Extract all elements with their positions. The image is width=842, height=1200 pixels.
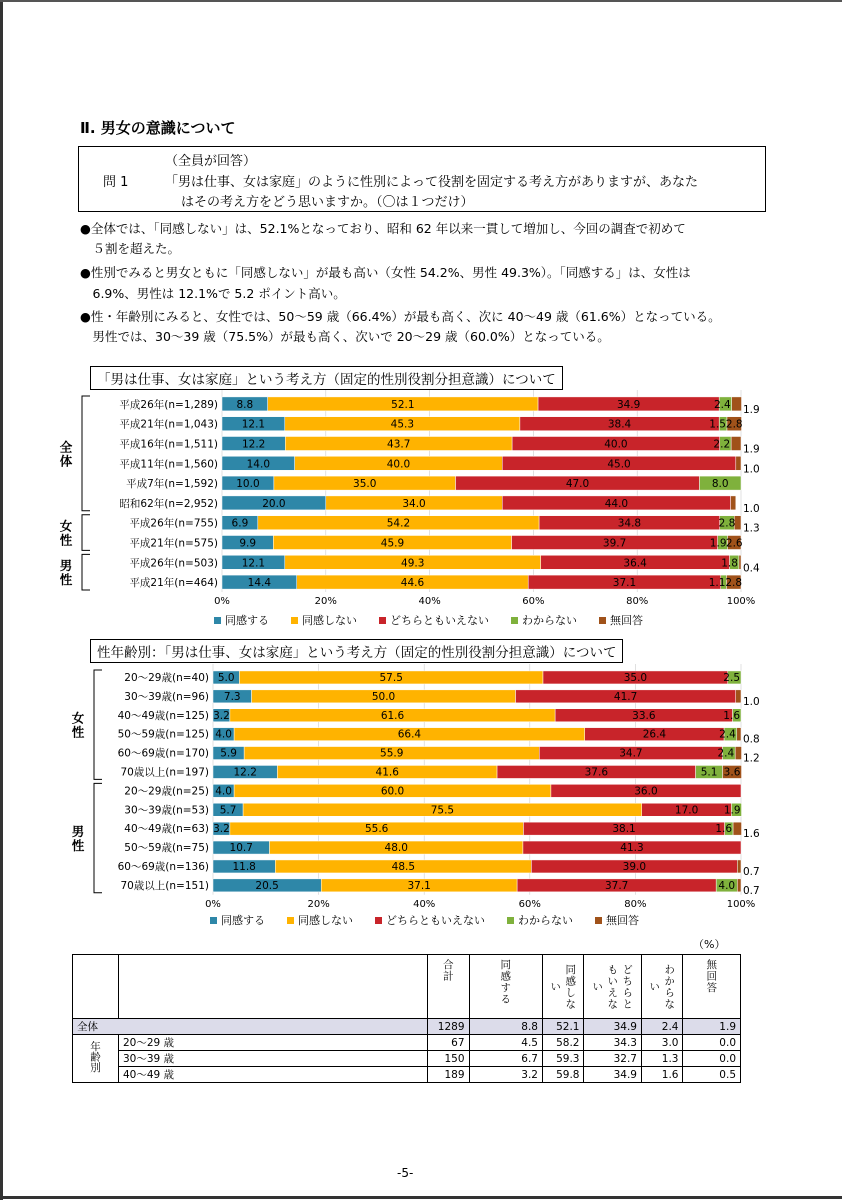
bar-value-label: 1.8 (721, 557, 738, 570)
bar-value-label: 43.7 (387, 438, 411, 451)
table-header-cell (641, 955, 683, 1019)
category-label: 70歳以上(n=151) (120, 879, 209, 892)
legend-label: 同感しない (302, 614, 357, 627)
bar-value-label: 1.1 (708, 577, 726, 590)
bar-value-label: 4.0 (718, 879, 736, 892)
legend-swatch (595, 917, 602, 924)
bar-segment-noanswer (739, 555, 741, 569)
bar-value-label: 50.0 (371, 690, 396, 703)
bar-value-label: 1.5 (709, 418, 726, 431)
bar-value-label: 41.7 (613, 690, 638, 703)
bullet-line: ●性別でみると男女ともに「同感しない」が最も高い（女性 54.2%、男性 49.3%）。「同感する」は、女性は (80, 265, 691, 280)
question-text-line2: はその考え方をどう思いますか。（〇は１つだけ） (181, 195, 474, 210)
category-label: 20〜29歳(n=25) (124, 785, 209, 798)
table-cell: 4.5 (469, 1035, 542, 1051)
legend-item-agree (210, 912, 265, 928)
category-label: 40〜49歳(n=63) (124, 823, 209, 836)
bar-value-label: 1.9 (709, 537, 727, 550)
bar-value-label: 17.0 (674, 804, 699, 817)
question-number: 問 1 (103, 175, 129, 190)
bar-value-label: 37.6 (584, 766, 609, 779)
bar-value-label: 33.6 (632, 709, 656, 722)
table-header-text: 無回答 (705, 959, 718, 994)
category-label: 30〜39歳(n=96) (124, 690, 209, 703)
table-group-label (73, 1035, 119, 1083)
bar-segment-noanswer (731, 496, 736, 510)
legend-label: 無回答 (606, 914, 639, 927)
bar-value-label: 3.2 (213, 823, 230, 836)
table-cell: 8.8 (469, 1019, 542, 1035)
bar-value-label: 0.8 (743, 733, 760, 746)
legend-item-neither (375, 912, 485, 928)
legend-swatch (379, 617, 386, 624)
table-cell: 3.2 (469, 1067, 542, 1083)
group-label: 性 (71, 838, 85, 854)
category-label: 平成21年(n=464) (129, 577, 218, 590)
bar-value-label: 10.0 (236, 478, 260, 491)
table-row-total (73, 1019, 741, 1035)
bar-value-label: 8.8 (236, 398, 254, 411)
group-label: 男 (71, 824, 85, 840)
group-label: 全 (59, 439, 73, 455)
bar-value-label: 41.6 (375, 766, 399, 779)
bar-value-label: 2.4 (719, 728, 736, 741)
bullet-line: 6.9%、男性は 12.1%で 5.2 ポイント高い。 (80, 286, 346, 301)
bar-value-label: 0.7 (743, 884, 760, 897)
table-corner (73, 955, 119, 1019)
group-label: 性 (71, 724, 85, 740)
bar-value-label: 47.0 (565, 478, 590, 491)
bar-value-label: 38.1 (612, 823, 636, 836)
bar-value-label: 14.0 (246, 458, 271, 471)
bar-value-label: 37.1 (407, 879, 431, 892)
bar-value-label: 1.6 (715, 823, 733, 836)
page-border-top (0, 0, 842, 2)
bar-value-label: 2.8 (725, 577, 743, 590)
table-row-label: 40〜49 歳 (119, 1067, 428, 1083)
bar-value-label: 2.4 (713, 398, 731, 411)
category-label: 昭和62年(n=2,952) (119, 497, 218, 510)
chart2-legend (210, 912, 661, 928)
bar-value-label: 34.0 (402, 497, 426, 510)
legend-item-disagree (287, 912, 353, 928)
bar-value-label: 36.0 (634, 785, 658, 798)
bar-value-label: 1.3 (743, 522, 760, 535)
bar-value-label: 5.0 (217, 671, 235, 684)
group-label: 体 (59, 453, 73, 469)
bar-segment-noanswer (736, 456, 741, 470)
bar-value-label: 1.6 (743, 828, 760, 841)
bar-value-label: 44.0 (604, 497, 629, 510)
bar-value-label: 45.0 (607, 458, 631, 471)
bar-value-label: 37.7 (604, 879, 629, 892)
table-cell: 2.4 (641, 1019, 683, 1035)
legend-swatch (287, 917, 294, 924)
legend-label: 同感しない (298, 914, 353, 927)
x-tick-label: 100% (726, 596, 756, 607)
legend-label: 同感する (221, 914, 265, 927)
table-row-label: 20〜29 歳 (119, 1035, 428, 1051)
bar-value-label: 41.3 (620, 842, 644, 855)
bar-value-label: 7.3 (223, 690, 241, 703)
table-cell: 32.7 (584, 1051, 641, 1067)
bar-value-label: 12.1 (241, 418, 266, 431)
table-cell: 58.2 (542, 1035, 584, 1051)
bar-segment-noanswer (737, 879, 741, 892)
table-cell: 189 (428, 1067, 470, 1083)
bar-value-label: 36.4 (623, 557, 647, 570)
bar-value-label: 60.0 (380, 785, 405, 798)
group-bracket (94, 670, 102, 779)
bar-value-label: 35.0 (353, 478, 377, 491)
table-cell: 1.3 (641, 1051, 683, 1067)
table-unit: （%） (693, 938, 726, 951)
category-label: 60〜69歳(n=170) (117, 747, 209, 760)
table-cell: 6.7 (469, 1051, 542, 1067)
bar-value-label: 40.0 (604, 438, 628, 451)
x-tick-label: 20% (307, 898, 330, 910)
legend-label: 無回答 (610, 614, 643, 627)
bar-value-label: 1.9 (743, 443, 760, 456)
table-header-text: わからない (648, 964, 676, 1010)
bar-value-label: 75.5 (430, 804, 455, 817)
table-header-cell (683, 955, 741, 1019)
legend-item-noanswer (595, 912, 639, 928)
group-bracket (82, 396, 90, 511)
legend-swatch (511, 617, 518, 624)
group-label: 性 (59, 572, 73, 588)
bar-value-label: 34.7 (619, 747, 643, 760)
bar-value-label: 66.4 (397, 728, 422, 741)
table-header-text: 同感しない (549, 964, 577, 1010)
bar-value-label: 6.9 (231, 517, 249, 530)
bar-value-label: 34.8 (617, 517, 642, 530)
page-number: -5- (397, 1166, 414, 1180)
group-label: 性 (59, 532, 73, 548)
table-cell: 0.0 (683, 1051, 741, 1067)
bar-segment-noanswer (737, 860, 741, 873)
x-tick-label: 100% (726, 898, 756, 910)
legend-swatch (214, 617, 221, 624)
bar-value-label: 12.2 (241, 438, 266, 451)
bar-value-label: 1.0 (743, 502, 760, 515)
bar-value-label: 9.9 (239, 537, 257, 550)
bar-value-label: 5.7 (219, 804, 237, 817)
bar-segment-noanswer (731, 437, 741, 451)
bullet-line: ●全体では、「同感しない」は、52.1%となっており、昭和 62 年以来一貫して増加し、今回の調査で初めて (80, 221, 686, 236)
table-cell: 34.9 (584, 1067, 641, 1083)
chart2-title: 性年齢別：「男は仕事、女は家庭」という考え方（固定的性別役割分担意識）について (90, 639, 623, 663)
x-tick-label: 20% (314, 596, 337, 607)
group-label: 男 (59, 558, 73, 574)
category-label: 平成26年(n=1,289) (119, 398, 218, 411)
bar-segment-noanswer (733, 822, 741, 835)
bar-segment-noanswer (737, 728, 741, 741)
table-header-text: 合計 (441, 959, 454, 982)
bar-value-label: 20.0 (262, 497, 286, 510)
bar-value-label: 2.2 (713, 438, 731, 451)
bar-value-label: 55.6 (364, 823, 389, 836)
table-cell: 0.5 (683, 1067, 741, 1083)
question-text-line1: 「男は仕事、女は家庭」のように性別によって役割を固定する考え方がありますが、あなた (165, 175, 699, 190)
bar-value-label: 48.0 (384, 842, 408, 855)
table-cell: 67 (428, 1035, 470, 1051)
bar-value-label: 35.0 (623, 671, 648, 684)
bullet-line: ５割を超えた。 (80, 241, 181, 256)
bar-value-label: 52.1 (391, 398, 415, 411)
table-row (73, 1067, 741, 1083)
bar-value-label: 5.1 (700, 766, 718, 779)
category-label: 50〜59歳(n=75) (124, 842, 209, 855)
table-cell: 0.0 (683, 1035, 741, 1051)
chart1-legend (214, 612, 665, 628)
table-total-label: 全体 (73, 1019, 428, 1035)
page-border-bottom (0, 1196, 842, 1199)
bar-value-label: 4.0 (215, 785, 232, 798)
bar-segment-noanswer (736, 690, 741, 703)
table-cell: 34.9 (584, 1019, 641, 1035)
question-box (78, 146, 766, 212)
bar-segment-noanswer (735, 747, 741, 760)
category-label: 平成16年(n=1,511) (119, 438, 218, 451)
category-label: 30〜39歳(n=53) (124, 804, 209, 817)
data-table (72, 954, 741, 1083)
table-header-text: どちらともいえない (591, 964, 634, 1010)
legend-label: どちらともいえない (386, 914, 485, 927)
bar-value-label: 14.4 (247, 577, 272, 590)
category-label: 70歳以上(n=197) (120, 766, 209, 779)
legend-item-noanswer (599, 612, 643, 628)
bar-value-label: 38.4 (607, 418, 632, 431)
x-tick-label: 60% (522, 596, 545, 607)
table-cell: 1.6 (641, 1067, 683, 1083)
legend-item-disagree (291, 612, 357, 628)
bar-value-label: 1.0 (743, 463, 760, 476)
bar-value-label: 2.5 (723, 671, 740, 684)
bar-value-label: 1.9 (723, 804, 741, 817)
table-header-cell (428, 955, 470, 1019)
bar-value-label: 54.2 (386, 517, 411, 530)
chart1-stacked-bar (0, 390, 842, 612)
bar-value-label: 49.3 (401, 557, 425, 570)
legend-swatch (375, 917, 382, 924)
table-row (73, 1051, 741, 1067)
bar-value-label: 2.8 (725, 418, 743, 431)
category-label: 平成21年(n=575) (129, 537, 218, 550)
bar-value-label: 2.8 (718, 517, 736, 530)
bar-value-label: 12.1 (241, 557, 266, 570)
bar-value-label: 39.0 (622, 860, 647, 873)
legend-item-agree (214, 612, 269, 628)
category-label: 平成26年(n=755) (129, 517, 218, 530)
bar-value-label: 61.6 (380, 709, 405, 722)
legend-label: わからない (522, 614, 577, 627)
bar-value-label: 34.9 (616, 398, 641, 411)
table-header-text: 同感する (499, 959, 512, 1005)
table-cell: 59.8 (542, 1067, 584, 1083)
x-tick-label: 60% (518, 898, 541, 910)
table-cell: 1.9 (683, 1019, 741, 1035)
table-cell: 3.0 (641, 1035, 683, 1051)
bar-value-label: 45.9 (380, 537, 405, 550)
category-label: 60〜69歳(n=136) (117, 860, 209, 873)
bar-value-label: 4.0 (215, 728, 232, 741)
bar-value-label: 1.9 (743, 403, 760, 416)
table-corner (119, 955, 428, 1019)
table-cell: 34.3 (584, 1035, 641, 1051)
bar-value-label: 10.7 (229, 842, 253, 855)
category-label: 40〜49歳(n=125) (117, 709, 209, 722)
legend-label: どちらともいえない (390, 614, 489, 627)
bar-value-label: 8.0 (711, 478, 729, 491)
legend-label: 同感する (225, 614, 269, 627)
table-cell: 52.1 (542, 1019, 584, 1035)
bar-value-label: 2.4 (717, 747, 735, 760)
bar-value-label: 1.0 (743, 695, 760, 708)
legend-item-neither (379, 612, 489, 628)
category-label: 平成26年(n=503) (129, 557, 218, 570)
group-bracket (94, 783, 102, 892)
x-tick-label: 0% (205, 898, 221, 910)
table-row-label: 30〜39 歳 (119, 1051, 428, 1067)
bar-value-label: 1.2 (743, 752, 760, 765)
bar-value-label: 12.2 (233, 766, 257, 779)
group-bracket (82, 515, 90, 551)
bar-value-label: 45.3 (390, 418, 415, 431)
x-tick-label: 80% (626, 596, 649, 607)
legend-item-dontknow (511, 612, 577, 628)
x-tick-label: 40% (413, 898, 436, 910)
bullet-line: ●性・年齢別にみると、女性では、50〜59 歳（66.4%）が最も高く、次に 40〜49 歳（61.6%）となっている。 (80, 309, 721, 324)
legend-swatch (291, 617, 298, 624)
table-cell: 150 (428, 1051, 470, 1067)
group-bracket (82, 554, 90, 590)
bar-value-label: 0.7 (743, 865, 760, 878)
bar-value-label: 37.1 (612, 577, 637, 590)
bar-value-label: 57.5 (379, 671, 403, 684)
bar-value-label: 39.7 (602, 537, 627, 550)
table-header-cell (469, 955, 542, 1019)
bar-value-label: 48.5 (391, 860, 416, 873)
bullet-line: 男性では、30〜39 歳（75.5%）が最も高く、次いで 20〜29 歳（60.0%）となっている。 (80, 329, 610, 344)
x-tick-label: 40% (418, 596, 441, 607)
category-label: 平成7年(n=1,592) (126, 478, 218, 491)
chart2-stacked-bar (0, 664, 842, 910)
bar-value-label: 3.6 (723, 766, 741, 779)
legend-item-dontknow (507, 912, 573, 928)
table-header-cell (542, 955, 584, 1019)
category-label: 50〜59歳(n=125) (117, 728, 209, 741)
bar-value-label: 2.6 (725, 537, 743, 550)
bar-value-label: 11.8 (232, 860, 256, 873)
section-title: Ⅱ. 男女の意識について (80, 119, 236, 137)
legend-swatch (210, 917, 217, 924)
bar-value-label: 20.5 (255, 879, 279, 892)
chart1-title: 「男は仕事、女は家庭」という考え方（固定的性別役割分担意識）について (90, 366, 563, 390)
bar-value-label: 5.9 (220, 747, 237, 760)
group-label: 女 (59, 518, 73, 534)
category-label: 平成11年(n=1,560) (119, 458, 218, 471)
bar-value-label: 40.0 (386, 458, 411, 471)
legend-swatch (599, 617, 606, 624)
table-row (73, 1035, 741, 1051)
bar-segment-noanswer (732, 397, 742, 411)
x-tick-label: 80% (624, 898, 647, 910)
bar-value-label: 44.6 (400, 577, 425, 590)
table-header-cell (584, 955, 641, 1019)
bar-value-label: 55.9 (380, 747, 404, 760)
category-label: 20〜29歳(n=40) (124, 671, 209, 684)
legend-swatch (507, 917, 514, 924)
bar-value-label: 0.4 (743, 562, 760, 575)
table-group-text: 年齢別 (89, 1041, 101, 1073)
category-label: 平成21年(n=1,043) (119, 418, 218, 431)
question-note: （全員が回答） (165, 154, 257, 169)
x-tick-label: 0% (214, 596, 230, 607)
group-label: 女 (71, 710, 85, 726)
legend-label: わからない (518, 914, 573, 927)
table-cell: 1289 (428, 1019, 470, 1035)
table-header-row (73, 955, 741, 1019)
bar-value-label: 3.2 (213, 709, 230, 722)
table-cell: 59.3 (542, 1051, 584, 1067)
bar-value-label: 1.6 (723, 709, 740, 722)
bar-value-label: 26.4 (642, 728, 667, 741)
